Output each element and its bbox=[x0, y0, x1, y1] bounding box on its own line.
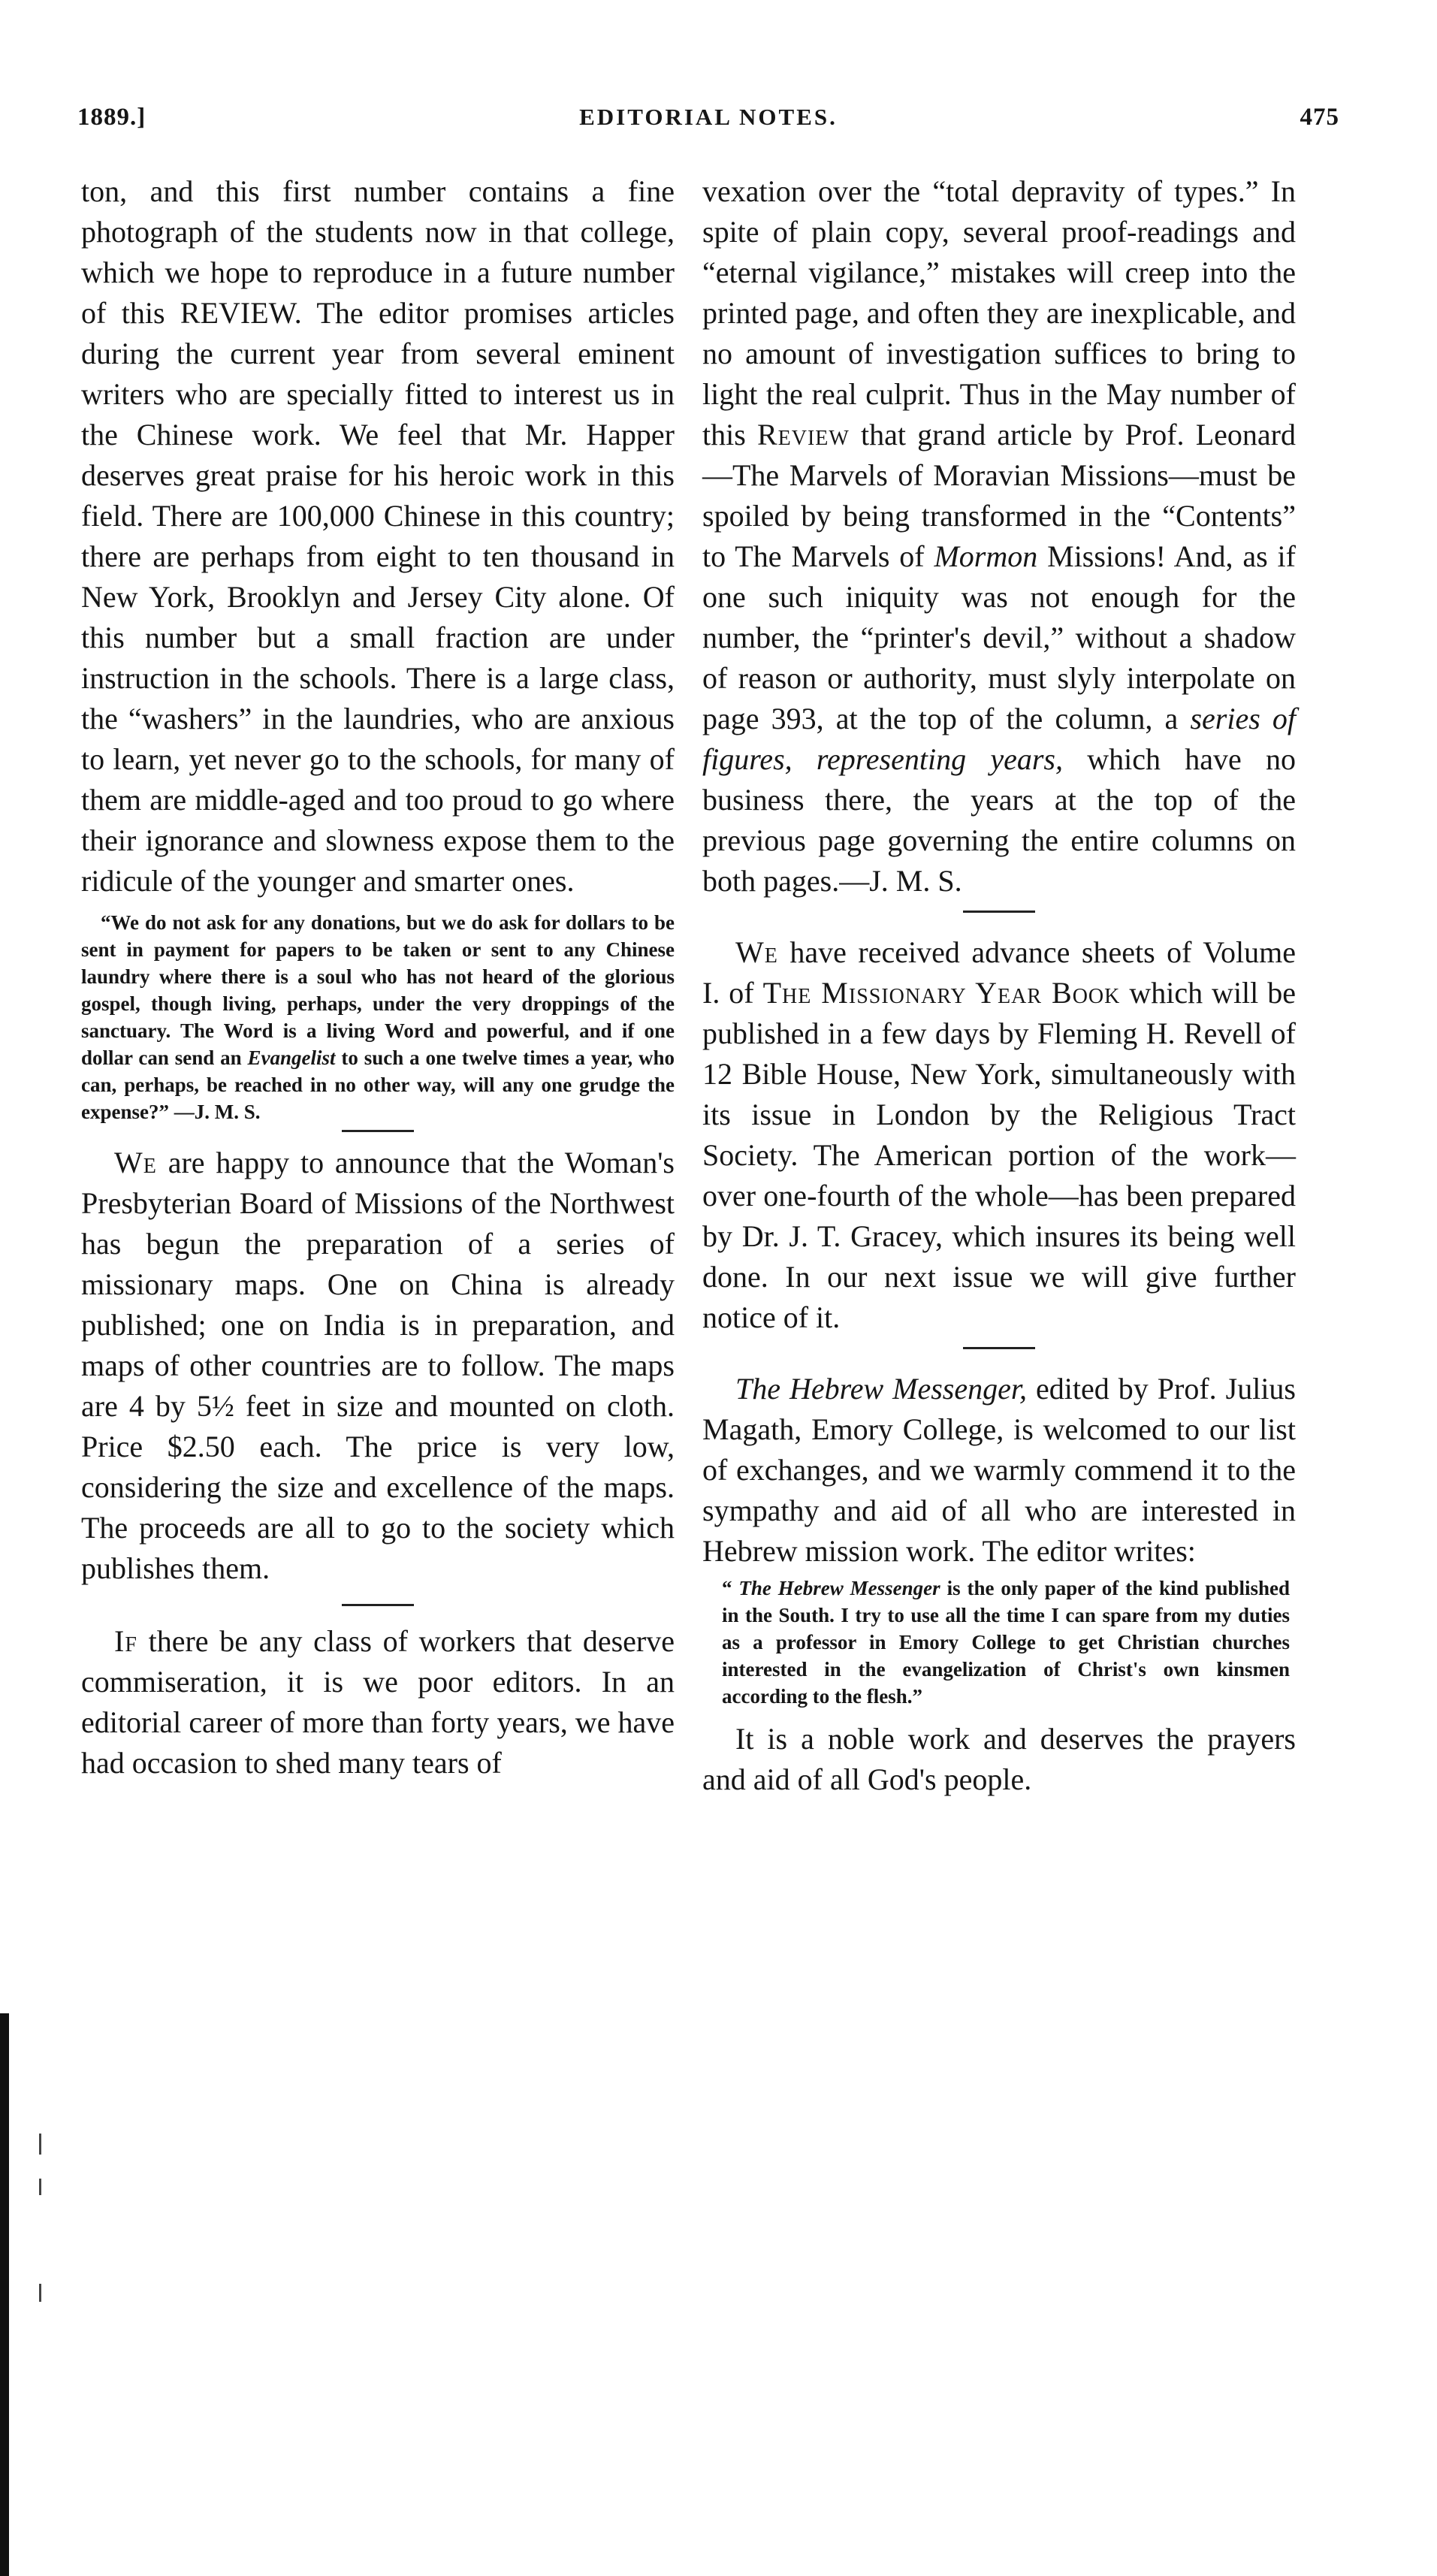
margin-mark bbox=[39, 2134, 41, 2155]
quote-text: is the only paper of the kind published in the South. I try to use all the time I can spare from my duties as a professor in Emory College to get Christian churches interested in the evangelization of Christ's own kinsmen according to the flesh.” bbox=[722, 1577, 1291, 1708]
review-name: Review bbox=[756, 418, 850, 451]
paragraph-text: vexation over the “total depravity of types.” In spite of plain copy, several proof-readings and “eternal vigilance,” mistakes will creep into the printed page, and often they are inexplicable, and no amount of investigation suffices to bring to light the real culprit. Thus in the May number of this bbox=[702, 174, 1296, 451]
paragraph-chinese-laundries: ton, and this first number contains a fine photograph of the students now in that college, which we hope to reproduce in a future number of this REVIEW. The editor promises articles during the current year from several eminent writers who are specially fitted to interest us in the Chinese work. We feel that Mr. Happer deserves great praise for his heroic work in this field. There are 100,000 Chinese in this country; there are perhaps from eight to ten thousand in New York, Brooklyn and Jersey City alone. Of this number but a small fraction are under instruction in the schools. There is a large class, the “washers” in the laundries, who are anxious to learn, yet never go to the schools, for many of them are middle-aged and too proud to go where their ignorance and slowness expose them to the ridicule of the younger and smarter ones. bbox=[81, 174, 675, 898]
paragraph-text: there be any class of workers that deserve commiseration, it is we poor editors. In an editorial career of more than forty years, we have had occasion to shed many tears of bbox=[81, 1624, 675, 1780]
paragraph-printing-errors bbox=[702, 171, 1296, 901]
paragraph-text: Missions! And, as if one such iniquity was not enough for the number, the “printer's devil,” without a shadow of reason or authority, must slyly interpolate on page 393, at the top of the column, a bbox=[702, 539, 1296, 735]
quote-donations bbox=[81, 909, 675, 1125]
quote-italic: The Hebrew Messenger bbox=[738, 1577, 940, 1599]
paragraph-poor-editors bbox=[81, 1621, 675, 1783]
section-divider bbox=[342, 1604, 414, 1606]
page-number: 475 bbox=[1300, 104, 1339, 131]
paragraph-lead: If bbox=[114, 1624, 137, 1658]
paragraph-lead: We bbox=[114, 1146, 157, 1179]
paragraph-lead: We bbox=[735, 935, 778, 969]
quote-open: “ bbox=[722, 1577, 739, 1599]
paragraph-hebrew-messenger bbox=[702, 1369, 1296, 1572]
quote-editor bbox=[702, 1575, 1296, 1710]
book-title: The Missionary Year Book bbox=[762, 976, 1121, 1010]
right-column bbox=[702, 171, 1296, 1800]
section-divider bbox=[963, 911, 1035, 913]
paragraph-missionary-maps bbox=[81, 1143, 675, 1589]
margin-mark bbox=[39, 2179, 41, 2195]
left-column bbox=[81, 171, 675, 1783]
quote-text-end: to such a one twelve times a year, who can, perhaps, be reached in no other way, will any one grudge the expense?” —J. M. S. bbox=[81, 1046, 675, 1123]
paragraph-year-book bbox=[702, 932, 1296, 1338]
paragraph-text: are happy to announce that the Woman's Presbyterian Board of Missions of the Northwest has begun the preparation of a series of missionary maps. One on China is already published; one on India is in preparation, and maps of other countries are to follow. The maps are 4 by 5½ feet in size and mounted on cloth. Price $2.50 each. The price is very low, considering the size and excellence of the maps. The proceeds are all to go to the society which publishes them. bbox=[81, 1146, 675, 1585]
section-divider bbox=[342, 1130, 414, 1132]
page-edge-rule bbox=[0, 2013, 9, 2576]
paragraph-text: edited by Prof. Julius Magath, Emory College, is welcomed to our list of exchanges, and we warmly commend it to the sympathy and aid of all who are interested in Hebrew mission work. The editor writes: bbox=[702, 1372, 1296, 1568]
italic-series: series of figures, representing years, bbox=[702, 702, 1296, 776]
italic-mormon: Mormon bbox=[934, 539, 1038, 573]
paragraph-text: have received advance sheets of Volume I. of bbox=[702, 935, 1296, 1010]
quote-italic: Evangelist bbox=[247, 1046, 336, 1069]
paragraph-text: which have no business there, the years at the top of the previous page governing the entire columns on both pages.—J. M. S. bbox=[702, 742, 1296, 898]
paragraph-noble-work: It is a noble work and deserves the prayers and aid of all God's people. bbox=[702, 1722, 1296, 1796]
quote-text: “We do not ask for any donations, but we do ask for dollars to be sent in payment for papers to be taken or sent to any Chinese laundry where there is a soul who has not heard of the glorious gospel, though living, perhaps, under the very droppings of the sanctuary. The Word is a living Word and powerful, and if one dollar can send an bbox=[81, 911, 675, 1069]
paragraph-text: that grand article by Prof. Leonard—The Marvels of Moravian Missions—must be spoiled by being transformed in the “Contents” to The Marvels of bbox=[702, 418, 1296, 573]
header-year: 1889.] bbox=[77, 104, 146, 131]
header-title: EDITORIAL NOTES. bbox=[579, 104, 838, 130]
paragraph-text: which will be published in a few days by Fleming H. Revell of 12 Bible House, New York, simultaneously with its issue in London by the Religious Tract Society. The American portion of the work—over one-fourth of the whole—has been prepared by Dr. J. T. Gracey, which insures its being well done. In our next issue we will give further notice of it. bbox=[702, 976, 1296, 1334]
italic-journal-title: The Hebrew Messenger, bbox=[735, 1372, 1028, 1406]
section-divider bbox=[963, 1347, 1035, 1349]
running-header bbox=[77, 104, 1339, 149]
margin-mark bbox=[39, 2284, 41, 2302]
